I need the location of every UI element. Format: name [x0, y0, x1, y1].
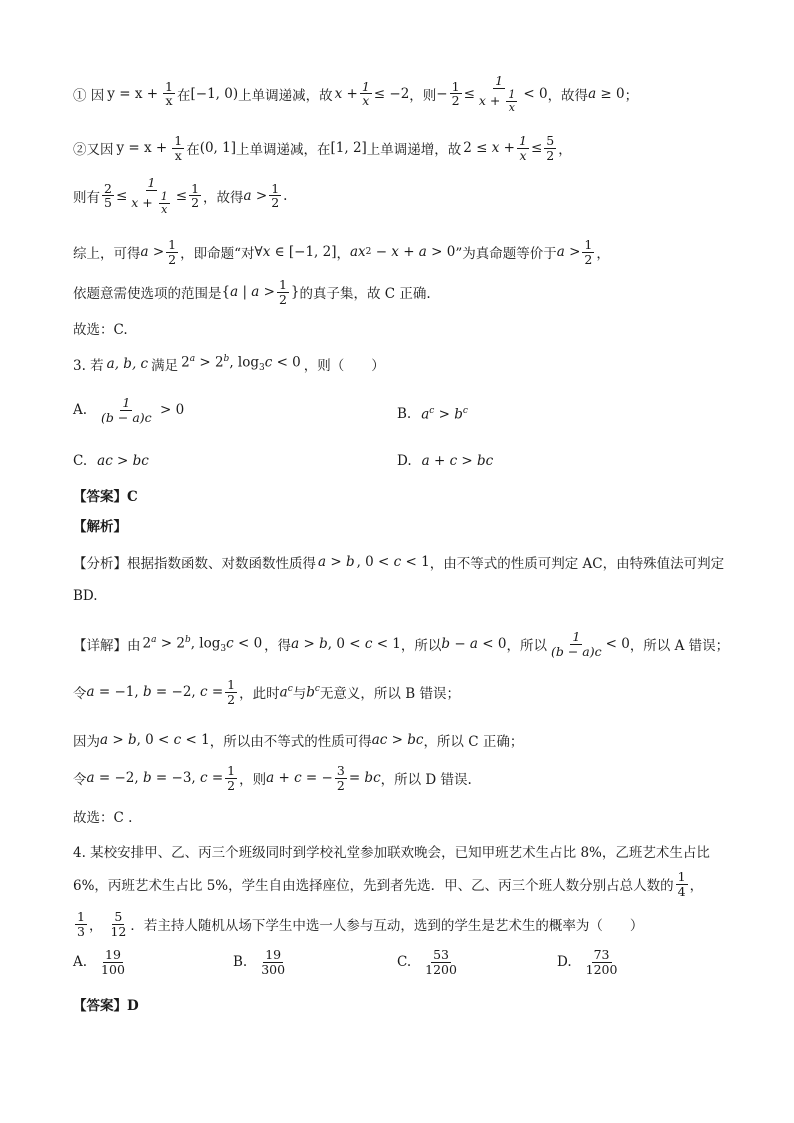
- option-4A: [73, 948, 129, 977]
- answer-3: 【答案】C: [73, 489, 138, 505]
- denominator: 300: [261, 961, 286, 977]
- text: ，: [336, 246, 350, 263]
- text: ，: [88, 918, 103, 935]
- text: 则有: [73, 189, 100, 206]
- denominator: 1200: [585, 961, 618, 977]
- question-4-line-2: 6%，丙班艺术生占比 5%，学生自由选择座位，先到者先选．甲、乙、丙三个班人数分别占总人数的 $\frac{1}{4}$ ，: [73, 869, 704, 899]
- text: ；: [624, 87, 639, 104]
- text: ，此时: [239, 686, 280, 703]
- text: ，则（ ）: [303, 358, 385, 374]
- text: 6%，丙班艺术生占比 5%，学生自由选择座位，先到者先选．甲、乙、丙三个班人数分别占总人数的: [73, 878, 674, 895]
- text: 在: [177, 87, 191, 104]
- option-3D: D. a + c > bc: [397, 453, 494, 469]
- option-label: D.: [557, 954, 572, 971]
- option-3B: B. $a^c > b^c$: [397, 406, 468, 423]
- option-label: C.: [73, 453, 88, 469]
- denominator: 1200: [425, 961, 457, 977]
- text: ，则: [239, 772, 267, 789]
- analysis-line-1: 【分析】根据指数函数、对数函数性质得 a > b , 0 < c < 1 ，由不等式的性质可判定 AC，由特殊值法可判定: [73, 554, 725, 572]
- denominator: 100: [101, 961, 125, 977]
- text: 满足: [151, 358, 179, 374]
- numerator: 53: [433, 947, 449, 962]
- text: 3. 若: [73, 358, 104, 374]
- option-3A: A. $\frac{1}{(b - a)c}$ > 0: [73, 395, 185, 425]
- text: ① 因: [73, 87, 105, 104]
- text: 上单调递增，故: [366, 142, 462, 159]
- option-3C: C. ac > bc: [73, 453, 149, 469]
- option-4D: [557, 948, 621, 977]
- solution-line-5: 依题意需使选项的范围是 { a | a > $\frac{1}{2}$ } 的真子集，故 C 正确.: [73, 277, 431, 307]
- text: ，故得: [547, 87, 589, 104]
- option-label: D.: [397, 453, 412, 469]
- option-label: A.: [73, 954, 88, 971]
- numerator: 73: [593, 947, 610, 962]
- option-label: B.: [233, 954, 248, 971]
- solution-line-3: 则有 $\frac{2}{5}$ ≤ 1 x + $\frac{1}{x}$ ≤ $\frac{1}{2}$ ，故得 a > $\frac{1}{2}$ .: [73, 175, 288, 216]
- option-label: B.: [397, 406, 412, 423]
- answer-4: 【答案】D: [73, 998, 139, 1014]
- text: ，: [596, 246, 610, 263]
- analysis-3: 【解析】: [73, 519, 127, 535]
- text: ，所以 A 错误；: [629, 638, 730, 655]
- solution-line-2: ②又因 y = x + $\frac{1}{x}$ 在 (0, 1] 上单调递减，在 [1, 2] 上单调递增，故 2 ≤ x + $\frac{1}{x}$ ≤ $\frac{5}{2}$ ，: [73, 133, 572, 163]
- text: ，: [689, 878, 704, 895]
- text: ”为真命题等价于: [455, 246, 557, 263]
- text: ，则: [409, 87, 437, 104]
- text: ，即命题“对: [180, 246, 255, 263]
- text: ，所以 D 错误.: [380, 772, 472, 789]
- detail-line-4: 令 a = −2, b = −3, c = $\frac{1}{2}$ ，则 a + c = − $\frac{3}{2}$ = bc ，所以 D 错误.: [73, 763, 472, 793]
- text: 上单调递减，故: [238, 87, 333, 104]
- text: ，所以: [506, 638, 547, 655]
- numerator: 19: [105, 947, 121, 962]
- text: 【详解】由: [73, 638, 141, 655]
- option-4B: [233, 948, 289, 977]
- text: ，: [558, 142, 572, 159]
- text: ②又因: [73, 142, 114, 159]
- text: 上单调递减，在: [236, 142, 331, 159]
- question-4-line-3: $\frac{1}{3}$ ， $\frac{5}{12}$ ．若主持人随机从场下学生中选一人参与互动，选到的学生是艺术生的概率为（ ）: [77, 909, 644, 939]
- text: ，所以由不等式的性质可得: [209, 734, 372, 750]
- detail-line-2: 令 a = −1, b = −2, c = $\frac{1}{2}$ ，此时 $a^c$ 与 $b^c$ 无意义，所以 B 错误；: [73, 677, 460, 707]
- text: ．若主持人随机从场下学生中选一人参与互动，选到的学生是艺术生的概率为（ ）: [130, 918, 644, 935]
- question-3-stem: 3. 若 a, b, c 满足 $2^a > 2^b$, $\log_3c < 0$ ，则（ ）: [73, 354, 385, 374]
- solution-line-1: ① 因 y = x + $\frac{1}{x}$ 在 [−1, 0) 上单调递减，故 x + $\frac{1}{x}$ ≤ −2 ，则 − $\frac{1}{2}$ ≤ 1 x + $\frac{1}{x}$ < 0 ，故得 a ≥ 0 ；: [73, 73, 639, 114]
- text: 【分析】根据指数函数、对数函数性质得: [73, 556, 316, 572]
- text: 的真子集，故 C 正确.: [299, 286, 431, 303]
- text: 与: [292, 686, 307, 703]
- text: 无意义，所以 B 错误；: [319, 686, 460, 703]
- detail-line-1: 【详解】由 $2^a > 2^b$, $\log_3c < 0$ ，得 a > b , 0 < c < 1 ，所以 b − a < 0 ，所以 $\frac{1}{(b - a)c}$ < 0 ，所以 A 错误；: [73, 629, 730, 659]
- solution-line-6: 故选：C.: [73, 322, 128, 338]
- solution-line-4: 综上，可得 a > $\frac{1}{2}$ ，即命题“对 ∀ x ∈ [−1, 2] ， ax 2 − x + a > 0 ”为真命题等价于 a > $\frac{1}{2}$ ，: [73, 237, 610, 267]
- text: ，得: [264, 638, 292, 655]
- option-label: C.: [397, 954, 412, 971]
- text: ，所以: [400, 638, 442, 655]
- text: 在: [186, 142, 200, 159]
- option-4C: [397, 948, 461, 977]
- text: ，所以 C 正确；: [423, 734, 524, 750]
- text: 令: [73, 772, 87, 789]
- text: 综上，可得: [73, 246, 141, 263]
- text: 令: [73, 686, 87, 703]
- text: 依题意需使选项的范围是: [73, 286, 222, 303]
- text: ，故得: [203, 189, 244, 206]
- numerator: 19: [265, 947, 282, 962]
- detail-line-3: 因为 a > b , 0 < c < 1 ，所以由不等式的性质可得 ac > bc ，所以 C 正确；: [73, 732, 524, 750]
- text: 因为: [73, 734, 100, 750]
- question-4-line-1: 4. 某校安排甲、乙、丙三个班级同时到学校礼堂参加联欢晚会，已知甲班艺术生占比 8%，乙班艺术生占比: [73, 845, 710, 861]
- analysis-line-2: BD.: [73, 588, 98, 604]
- detail-choice: 故选：C .: [73, 810, 133, 826]
- option-label: A.: [73, 402, 88, 419]
- text: ，由不等式的性质可判定 AC，由特殊值法可判定: [429, 556, 725, 572]
- text: .: [283, 187, 288, 204]
